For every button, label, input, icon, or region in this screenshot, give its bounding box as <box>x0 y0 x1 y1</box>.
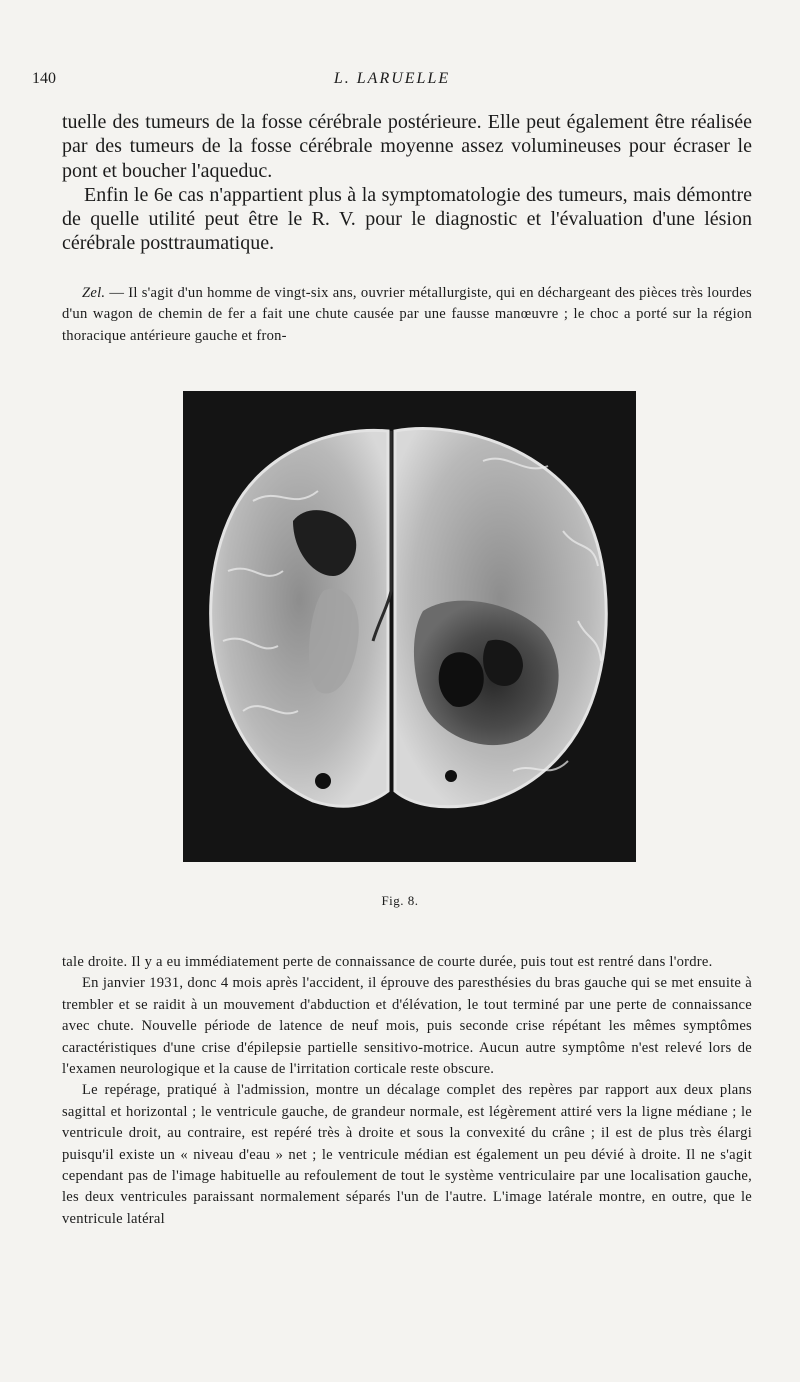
case-intro-paragraph <box>62 283 752 347</box>
top-text-block <box>62 110 752 256</box>
case-intro-block <box>62 283 752 347</box>
running-head <box>32 70 752 94</box>
brain-coronal-section-icon <box>183 391 636 862</box>
figure-caption: Fig. 8. <box>381 893 419 908</box>
case-name: Zel. <box>82 285 106 301</box>
paragraph-tumeurs-fosse: tuelle des tumeurs de la fosse cérébrale postérieure. Elle peut également être réalisée par des tumeurs de la fosse cérébrale moyenne assez volumineuses pour écraser le pont et boucher l'aqueduc. <box>62 111 752 182</box>
paragraph-reperage: Le repérage, pratiqué à l'admission, montre un décalage complet des repères par rapport aux deux plans sagittal et horizontal ; le ventricule gauche, de grandeur normale, est légèrement attiré vers la ligne médiane ; le ventricule droit, au contraire, est repéré très à droite et sous la convexité du crâne ; il est de plus très élargi puisqu'il existe un « niveau d'eau » net ; le ventricule médian est également un peu dévié à droite. Il ne s'agit cependant pas de l'image habituelle au refoulement de tout le système ventriculaire par une localisation gauche, les deux ventricules paraissant normalement séparés l'un de l'autre. L'image latérale montre, en outre, que le ventricule latéral <box>62 1082 752 1227</box>
paragraph-tale-droite: tale droite. Il y a eu immédiatement perte de connaissance de courte durée, puis tout est rentré dans l'ordre. <box>62 954 713 970</box>
case-intro-text: — Il s'agit d'un homme de vingt-six ans, ouvrier métallurgiste, qui en déchargeant des pièces très lourdes d'un wagon de chemin de fer a fait une chute causée par une fausse manœuvre ; le choc a porté sur la région thoracique antérieure gauche et fron- <box>62 285 752 344</box>
paragraph-sixieme-cas: Enfin le 6e cas n'appartient plus à la symptomatologie des tumeurs, mais démontre de quelle utilité peut être le R. V. pour le diagnostic et l'évaluation d'une lésion cérébrale posttraumatique. <box>62 183 752 255</box>
page-number: 140 <box>32 70 56 87</box>
running-title: L. LARUELLE <box>333 70 451 87</box>
paragraph-janvier-1931: En janvier 1931, donc 4 mois après l'accident, il éprouve des paresthésies du bras gauche qui se met ensuite à trembler et se raidit à un mouvement d'abduction et d'élévation, le tout terminé par une perte de connaissance avec chute. Nouvelle période de latence de neuf mois, puis seconde crise répétant les mêmes symptômes caractéristiques d'une crise d'épilepsie partielle sensitivo-motrice. Aucun autre symptôme n'est relevé lors de l'examen neurologique et la cause de l'irritation corticale reste obscure. <box>62 975 752 1078</box>
brain-section-figure <box>183 391 636 862</box>
bottom-text-block <box>62 952 752 1230</box>
